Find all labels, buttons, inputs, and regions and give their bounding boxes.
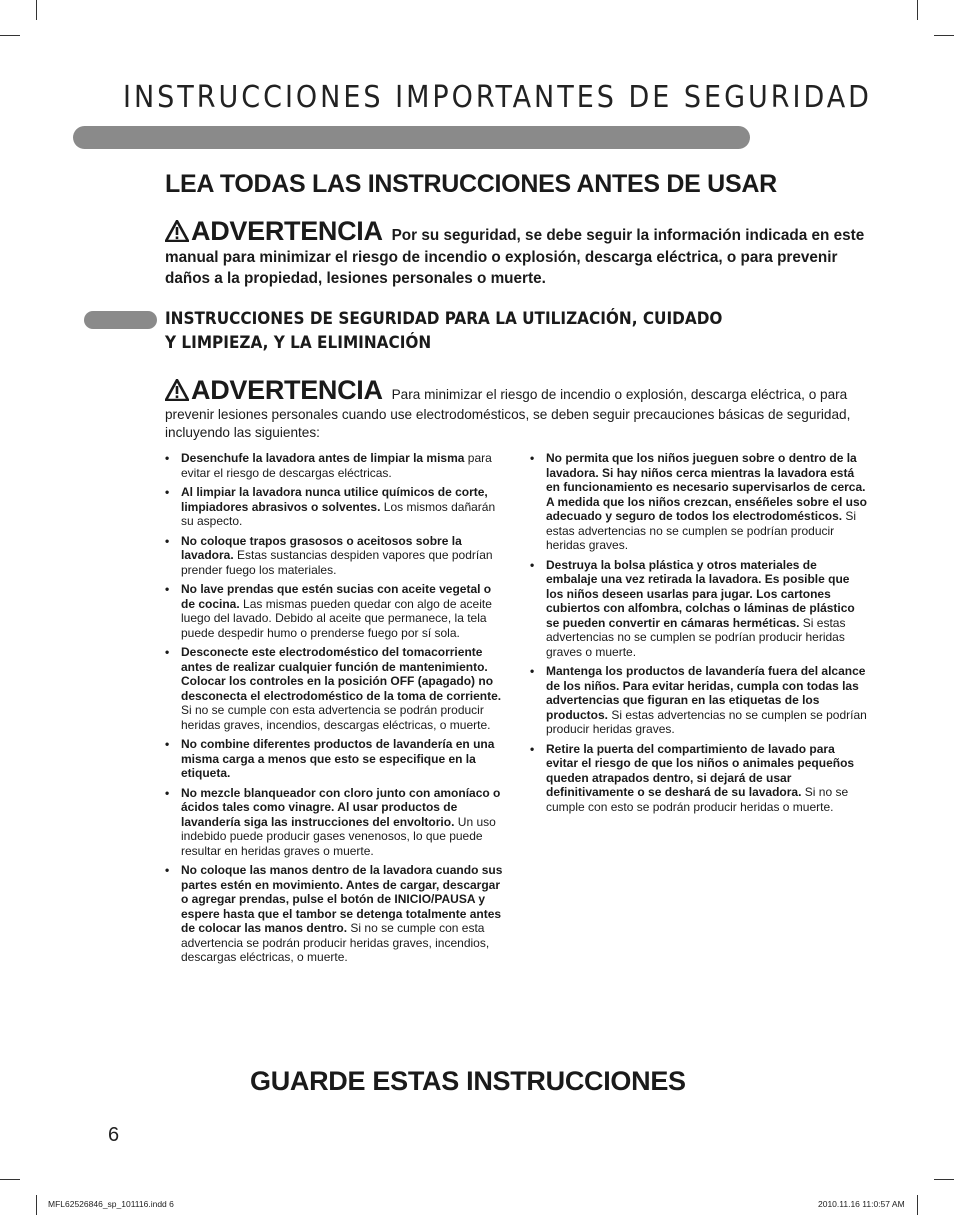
save-instructions-heading: GUARDE ESTAS INSTRUCCIONES <box>250 1066 686 1096</box>
list-item: • No mezcle blanqueador con cloro junto con amoníaco o ácidos tales como vinagre. Al usar productos de lavandería siga las instrucciones del envoltorio. Un uso indebido puede producir gases venenosos, lo que puede resultar en heridas graves o muerte. <box>165 786 505 859</box>
left-column <box>165 451 505 970</box>
list-item: • Al limpiar la lavadora nunca utilice químicos de corte, limpiadores abrasivos o solventes. Los mismos dañarán su aspecto. <box>165 485 505 529</box>
section-heading <box>165 307 805 355</box>
crop-mark <box>0 35 20 36</box>
list-item: • No coloque las manos dentro de la lavadora cuando sus partes estén en movimiento. Antes de cargar, descargar o agregar prendas, pulse el botón de INICIO/PAUSA y espere hasta que el tambor se detenga totalmente antes de colocar las manos dentro. Si no se cumple con esta advertencia se podrán producir heridas graves, incendios, descargas eléctricas, o muerte. <box>165 863 505 965</box>
precautions-warning <box>165 375 865 442</box>
section-heading-line1: INSTRUCCIONES DE SEGURIDAD PARA LA UTILIZACIÓN, CUIDADO <box>165 309 723 329</box>
crop-mark <box>917 0 918 20</box>
page-number: 6 <box>108 1124 120 1146</box>
warning-triangle-icon <box>165 220 189 247</box>
warning-word: ADVERTENCIA <box>191 375 383 405</box>
warning-triangle-icon <box>165 379 189 406</box>
list-item: • No coloque trapos grasosos o aceitosos sobre la lavadora. Estas sustancias despiden vapores que podrían prender fuego los materiales. <box>165 534 505 578</box>
list-item: • Desconecte este electrodoméstico del tomacorriente antes de realizar cualquier función de mantenimiento. Colocar los controles en la posición OFF (apagado) no desconecta el electrodoméstico de la toma de corriente. Si no se cumple con esta advertencia se podrán producir heridas graves, incendios, descargas eléctricas, o muerte. <box>165 645 505 732</box>
list-item: • Retire la puerta del compartimiento de lavado para evitar el riesgo de que los niños o animales pequeños queden atrapados dentro, si dejará de usar definitivamente o se deshará de su lavadora. Si no se cumple con esto se podrán producir heridas o muerte. <box>530 742 870 815</box>
crop-mark <box>0 1179 20 1180</box>
crop-mark <box>36 1195 37 1215</box>
list-item: • Mantenga los productos de lavandería fuera del alcance de los niños. Para evitar heridas, cumpla con todas las advertencias que figuran en las etiquetas de los productos. Si estas advertencias no se cumplen se podrían producir heridas graves. <box>530 664 870 737</box>
footer-file-name: MFL62526846_sp_101116.indd 6 <box>48 1199 174 1209</box>
list-item: • Desenchufe la lavadora antes de limpiar la misma para evitar el riesgo de descargas eléctricas. <box>165 451 505 480</box>
title-underline-bar <box>73 126 750 149</box>
read-all-heading: LEA TODAS LAS INSTRUCCIONES ANTES DE USAR <box>165 170 777 198</box>
list-item: • No lave prendas que estén sucias con aceite vegetal o de cocina. Las mismas pueden quedar con algo de aceite luego del lavado. Debido al aceite que permanece, la tela puede despedir humo o prenderse fuego por sí sola. <box>165 582 505 640</box>
list-item: • No permita que los niños jueguen sobre o dentro de la lavadora. Si hay niños cerca mientras la lavadora está en funcionamiento es necesario supervisarlos de cerca. A medida que los niños crezcan, enséñeles sobre el uso adecuado y seguro de todos los electrodomésticos. Si estas advertencias no se cumplen se podrían producir heridas graves. <box>530 451 870 553</box>
section-heading-line2: Y LIMPIEZA, Y LA ELIMINACIÓN <box>165 333 432 353</box>
list-item: • No combine diferentes productos de lavandería en una misma carga a menos que esto se especifique en la etiqueta. <box>165 737 505 781</box>
section-marker-pill <box>84 311 157 329</box>
list-item: • Destruya la bolsa plástica y otros materiales de embalaje una vez retirada la lavadora. Es posible que los niños deseen usarlas para jugar. Los cartones cubiertos con alfombra, colchas o láminas de plástico se pueden convertir en cámaras herméticas. Si estas advertencias no se cumplen se podrían producir heridas graves o muerte. <box>530 558 870 660</box>
right-column <box>530 451 870 819</box>
warning-text: Para minimizar el riesgo de incendio o explosión, descarga eléctrica, o para prevenir lesiones personales cuando use electrodomésticos, se deben seguir precauciones básicas de seguridad, incluyendo las siguientes: <box>165 387 851 440</box>
safety-warning <box>165 216 865 289</box>
warning-word: ADVERTENCIA <box>191 216 383 246</box>
crop-mark <box>917 1195 918 1215</box>
page-title: INSTRUCCIONES IMPORTANTES DE SEGURIDAD <box>123 80 872 115</box>
crop-mark <box>934 35 954 36</box>
crop-mark <box>934 1179 954 1180</box>
warning-text: Por su seguridad, se debe seguir la información indicada en este manual para minimizar el riesgo de incendio o explosión, descarga eléctrica, o para prevenir daños a la propiedad, lesiones personales o muerte. <box>165 227 865 287</box>
footer-timestamp: 2010.11.16 11:0:57 AM <box>818 1199 905 1209</box>
crop-mark <box>36 0 37 20</box>
